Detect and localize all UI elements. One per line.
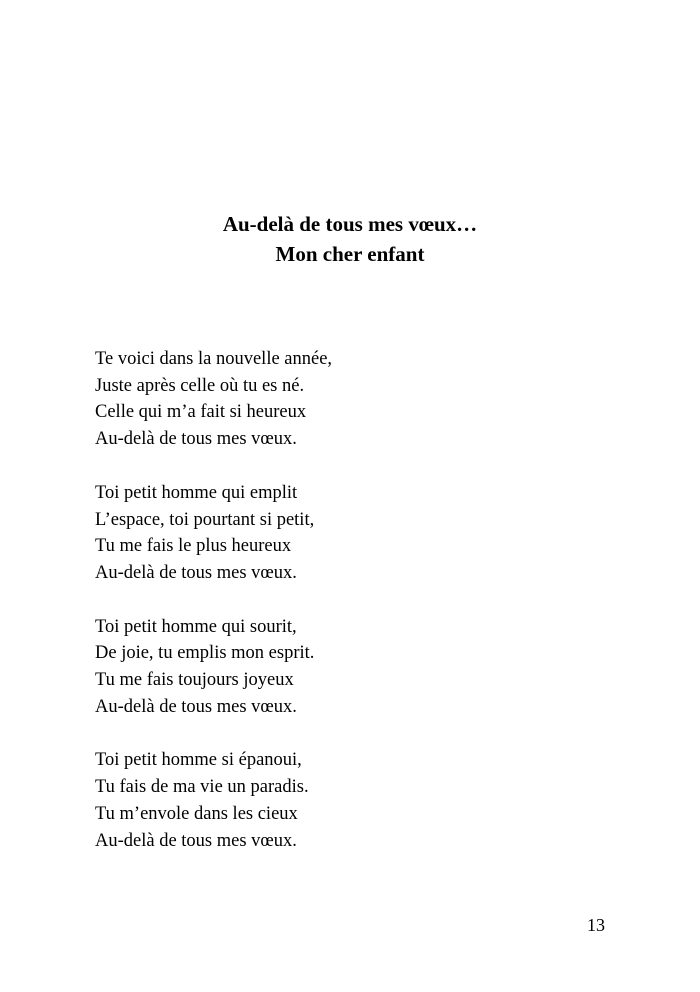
poem-subtitle: Mon cher enfant [275,242,425,266]
poem-title: Au-delà de tous mes vœux… [222,212,478,236]
verse-line: L’espace, toi pourtant si petit, [95,509,315,530]
stanza-3 [95,614,615,721]
verse-line: Toi petit homme qui sourit, [95,616,297,637]
verse-line: Tu fais de ma vie un paradis. [95,777,309,798]
verse-line: Tu me fais toujours joyeux [95,670,294,691]
verse-line: Toi petit homme qui emplit [95,482,298,503]
verse-line: Au-delà de tous mes vœux. [95,696,297,717]
stanza-4 [95,747,615,854]
poem-body [95,346,615,881]
stanza-1 [95,346,615,453]
verse-line: Au-delà de tous mes vœux. [95,562,297,583]
verse-line: Toi petit homme si épanoui, [95,750,302,771]
verse-line: Te voici dans la nouvelle année, [95,349,333,369]
verse-line: Au-delà de tous mes vœux. [95,429,297,450]
page-number: 13 [587,915,605,935]
verse-line: Juste après celle où tu es né. [95,375,305,396]
verse-line: Tu m’envole dans les cieux [95,803,298,824]
verse-line: Au-delà de tous mes vœux. [95,830,297,851]
stanza-2 [95,480,615,587]
verse-line: Celle qui m’a fait si heureux [95,402,307,423]
verse-line: Tu me fais le plus heureux [95,536,292,557]
verse-line: De joie, tu emplis mon esprit. [95,643,315,664]
